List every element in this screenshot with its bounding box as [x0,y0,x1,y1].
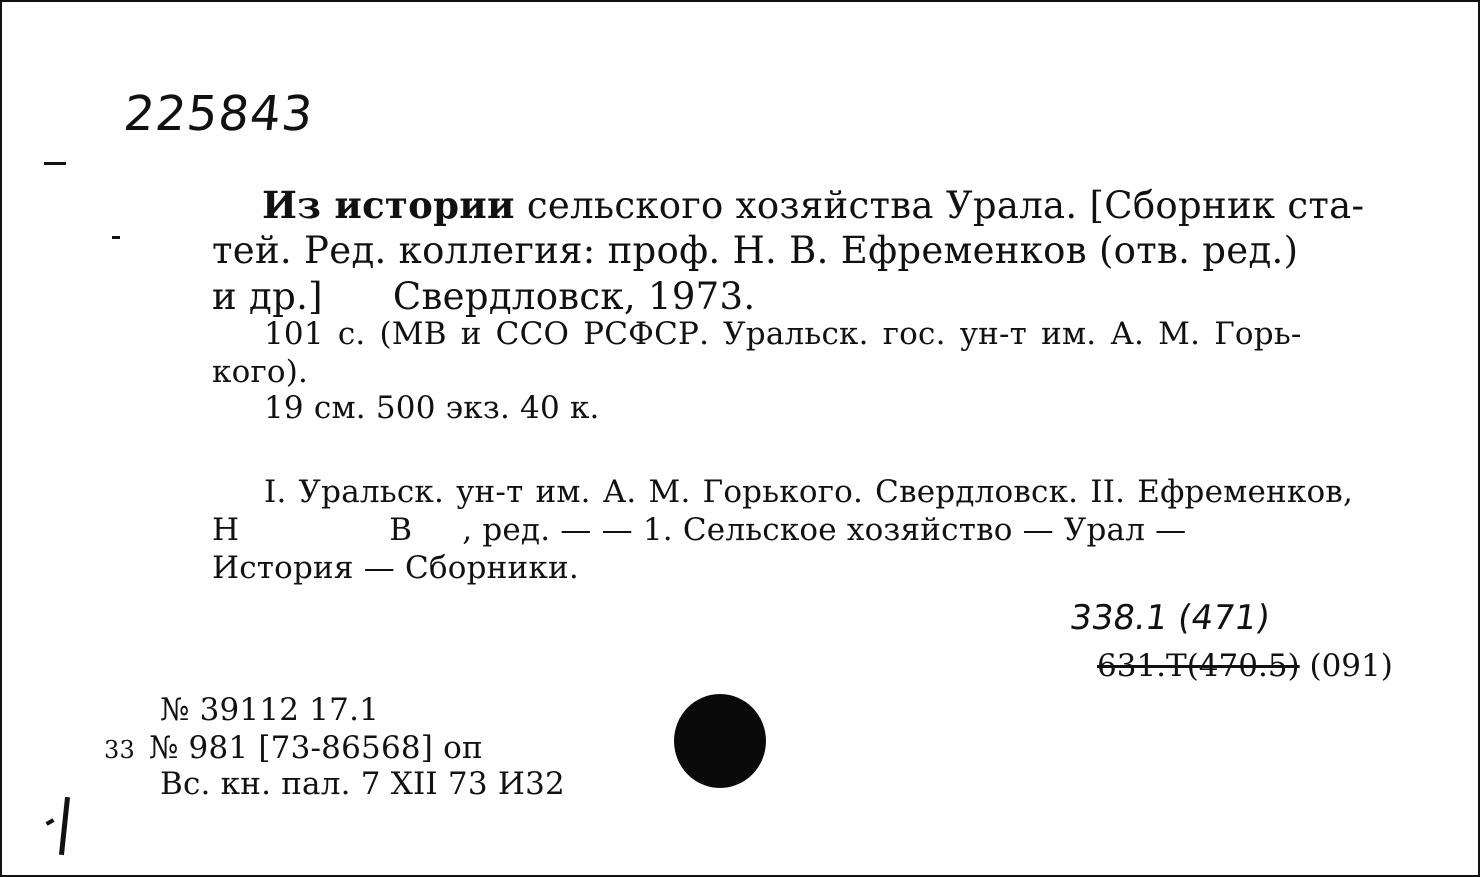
collation-line-1: 101 с. (МВ и ССО РСФСР. Уральск. гос. ун-т им. А. М. Горь- [264,316,1302,352]
tracing-line-3: История — Сборники. [212,550,579,586]
title-line-3 [212,274,755,320]
filled-circle-mark [674,694,766,788]
collation-line-2: кого). [212,354,309,390]
initial-v: В [389,512,413,548]
tracing-subjects: , ред. — — 1. Сельское хозяйство — Урал — [462,512,1187,548]
tracing-line-2 [212,512,1186,548]
tracing-line-1: I. Уральск. ун-т им. А. М. Горького. Свердловск. II. Ефременков, [264,474,1354,510]
title-editors-end: и др.] [212,275,323,318]
classification-printed [1097,648,1393,684]
title-heading: Из истории [262,183,515,227]
registry-line-1: № 39112 17.1 [160,692,380,728]
title-text: сельского хозяйства Урала. [Сборник ста- [514,184,1365,227]
edge-mark [44,162,66,165]
registry-prefix: 33 [104,736,135,764]
registry-line-2 [104,730,483,766]
registry-number: № 981 [73-86568] оп [148,730,483,766]
registry-line-3: Вс. кн. пал. 7 XII 73 И32 [160,766,565,802]
title-line-1 [262,182,1364,229]
classification-handwritten: 338.1 (471) [1067,598,1273,638]
handwritten-tick [46,818,55,825]
initial-n: Н [212,512,240,548]
title-line-2: тей. Ред. коллегия: проф. Н. В. Ефременков (отв. ред.) [212,229,1299,272]
accession-number: 225843 [121,86,317,142]
handwritten-stroke [59,797,70,855]
imprint: Свердловск, 1973. [392,275,756,318]
edge-mark [112,236,120,239]
classification-form: (091) [1299,648,1393,684]
collation-line-3: 19 см. 500 экз. 40 к. [264,390,600,426]
classification-struck: 631.Т(470.5) [1097,648,1300,684]
